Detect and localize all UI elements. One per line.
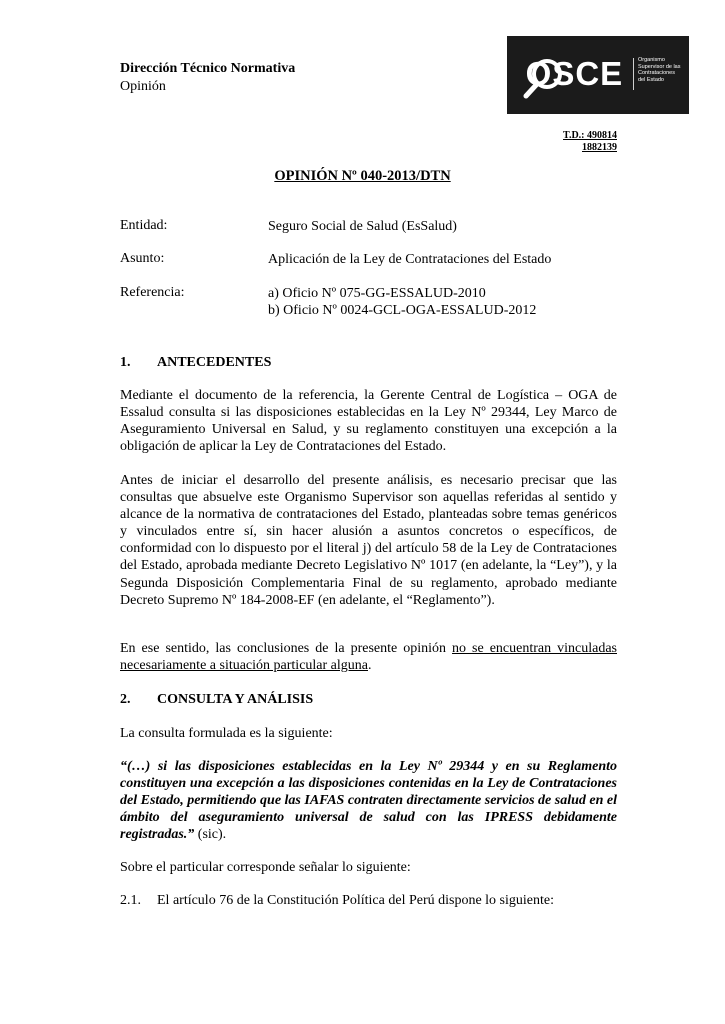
referencia-a: a) Oficio Nº 075-GG-ESSALUD-2010 xyxy=(268,286,486,301)
section-2-intro: La consulta formulada es la siguiente: xyxy=(120,726,333,741)
p3-end: . xyxy=(368,658,372,674)
p3-start: En ese sentido, las conclusiones de la presente opinión xyxy=(120,641,453,656)
section-2-item-1 xyxy=(120,892,617,909)
opinion-title: OPINIÓN Nº 040-2013/DTN xyxy=(274,168,451,184)
section-2-heading xyxy=(120,692,313,708)
td-reference xyxy=(563,130,617,154)
section-2-particular: Sobre el particular corresponde señalar lo siguiente: xyxy=(120,860,411,875)
p3-underlined: no se encuentran vinculadas necesariamente a situación particular alguna xyxy=(120,641,617,674)
section-1-paragraph-3 xyxy=(120,640,617,674)
logo-brand xyxy=(527,55,623,93)
entidad-value: Seguro Social de Salud (EsSalud) xyxy=(268,219,457,234)
header-title: Dirección Técnico Normativa xyxy=(120,61,296,76)
entidad-label: Entidad: xyxy=(120,218,168,233)
referencia-b: b) Oficio Nº 0024-GCL-OGA-ESSALUD-2012 xyxy=(268,303,537,318)
quote-text: “(…) si las disposiciones establecidas en la Ley Nº 29344 y en su Reglamento constituyen una excepción a las disposiciones contenidas en la Ley de Contrataciones del Estado, permitiendo que las IAFAS contraten directamente servicios de salud en el ámbito del aseguramiento universal de salud con las IPRESS debidamente registradas.” xyxy=(120,759,617,843)
logo-brand-text: OSCE xyxy=(525,55,624,92)
section-1-heading xyxy=(120,355,271,371)
item-text: El artículo 76 de la Constitución Política del Perú dispone lo siguiente: xyxy=(157,893,554,908)
item-number: 2.1. xyxy=(120,893,141,908)
osce-logo xyxy=(507,36,689,114)
section-2-quote xyxy=(120,758,617,843)
td-line-1: T.D.: 490814 xyxy=(563,130,617,141)
logo-divider xyxy=(633,58,634,90)
section-1-number: 1. xyxy=(120,355,131,370)
section-1-title: ANTECEDENTES xyxy=(157,355,272,370)
section-2-number: 2. xyxy=(120,692,131,707)
quote-suffix: (sic). xyxy=(194,827,227,843)
section-1-paragraph-2: Antes de iniciar el desarrollo del presente análisis, es necesario precisar que las consultas que absuelve este Organismo Supervisor son aquellas referidas al sentido y alcance de la normativa de contrataciones del Estado, planteadas sobre temas genéricos y vinculados entre sí, sin hacer alusión a asuntos concretos o específicos, de conformidad con lo dispuesto por el literal j) del artículo 58 de la Ley de Contrataciones del Estado, aprobada mediante Decreto Legislativo Nº 1017 (en adelante, la “Ley”), y la Segunda Disposición Complementaria Final de su reglamento, aprobado mediante Decreto Supremo Nº 184-2008-EF (en adelante, el “Reglamento”). xyxy=(120,473,617,608)
td-line-2: 1882139 xyxy=(582,142,617,153)
section-1-paragraph-1: Mediante el documento de la referencia, la Gerente Central de Logística – OGA de Essalud consulta si las disposiciones establecidas en la Ley Nº 29344, Ley Marco de Aseguramiento Universal en Salud, y su reglamento constituyen una excepción a la obligación de aplicar la Ley de Contrataciones del Estado. xyxy=(120,388,617,455)
asunto-value: Aplicación de la Ley de Contrataciones del Estado xyxy=(268,252,552,267)
section-2-title: CONSULTA Y ANÁLISIS xyxy=(157,692,314,707)
referencia-values xyxy=(268,285,536,319)
header-subtitle: Opinión xyxy=(120,79,166,94)
asunto-label: Asunto: xyxy=(120,251,165,266)
logo-tagline: Organismo Supervisor de las Contrataciones del Estado xyxy=(638,57,681,83)
referencia-label: Referencia: xyxy=(120,285,185,300)
